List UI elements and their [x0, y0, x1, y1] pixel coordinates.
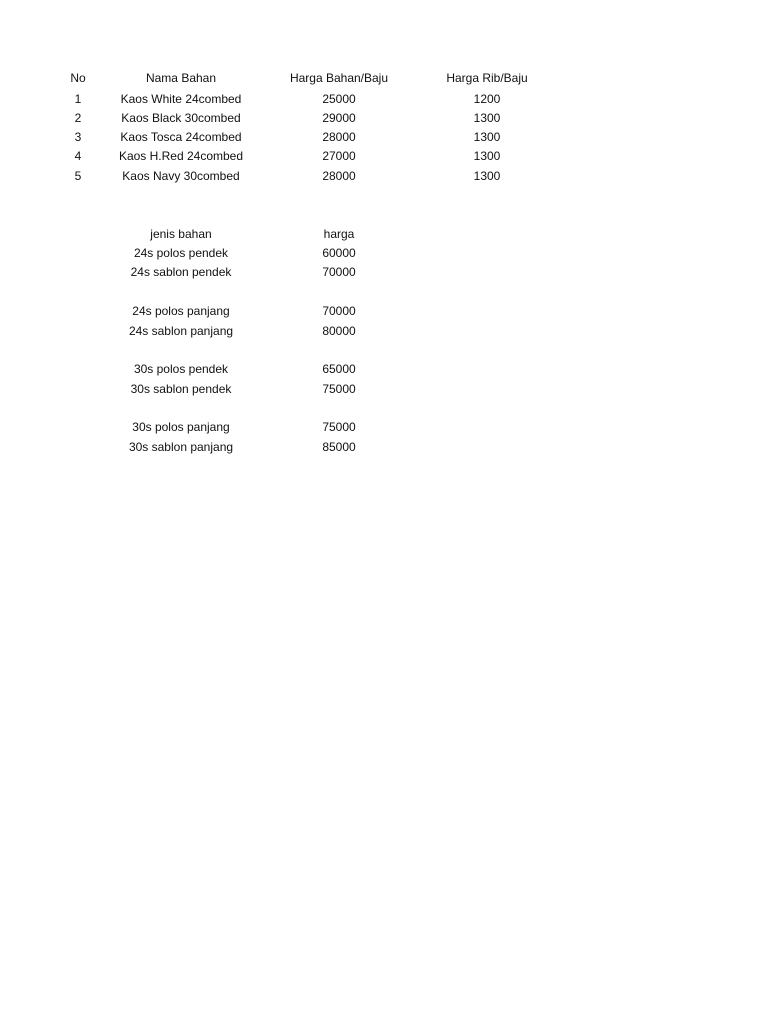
- table-row-jenis-bahan: 24s polos pendek: [133, 246, 229, 260]
- table-row-harga: 75000: [322, 420, 356, 434]
- table-row-harga: 70000: [322, 265, 356, 279]
- table-row-nama-bahan: Kaos Tosca 24combed: [120, 130, 242, 144]
- table-row-harga-rib: 1300: [473, 169, 501, 183]
- table-row-jenis-bahan: 24s sablon pendek: [130, 265, 232, 279]
- table-row-harga-rib: 1200: [473, 92, 501, 106]
- table-row-nama-bahan: Kaos H.Red 24combed: [118, 149, 244, 163]
- header-harga: harga: [323, 227, 355, 241]
- table-row-harga: 85000: [322, 440, 356, 454]
- table-row-harga: 65000: [322, 362, 356, 376]
- table-row-harga: 70000: [322, 304, 356, 318]
- table-row-harga: 80000: [322, 324, 356, 338]
- table-row-harga: 60000: [322, 246, 356, 260]
- table-row-jenis-bahan: 24s sablon panjang: [128, 324, 234, 338]
- table-row-jenis-bahan: 24s polos panjang: [132, 304, 230, 318]
- table-row-harga-rib: 1300: [473, 130, 501, 144]
- header-nama-bahan: Nama Bahan: [145, 71, 217, 85]
- table-row-jenis-bahan: 30s sablon pendek: [130, 382, 232, 396]
- table-row-harga-rib: 1300: [473, 111, 501, 125]
- table-row-nama-bahan: Kaos White 24combed: [120, 92, 242, 106]
- table-row-no: 5: [74, 169, 82, 183]
- table-row-jenis-bahan: 30s sablon panjang: [128, 440, 234, 454]
- table-row-harga-bahan: 27000: [322, 149, 356, 163]
- table-row-jenis-bahan: 30s polos panjang: [132, 420, 230, 434]
- header-no: No: [70, 71, 86, 85]
- table-row-harga-rib: 1300: [473, 149, 501, 163]
- table-row-harga-bahan: 25000: [322, 92, 356, 106]
- header-harga-bahan: Harga Bahan/Baju: [289, 71, 389, 85]
- table-row-no: 3: [74, 130, 82, 144]
- table-row-no: 2: [74, 111, 82, 125]
- table-row-harga-bahan: 28000: [322, 130, 356, 144]
- table-row-harga-bahan: 28000: [322, 169, 356, 183]
- table-row-harga-bahan: 29000: [322, 111, 356, 125]
- table-row-harga: 75000: [322, 382, 356, 396]
- header-harga-rib: Harga Rib/Baju: [446, 71, 528, 85]
- table-row-jenis-bahan: 30s polos pendek: [133, 362, 229, 376]
- table-row-no: 4: [74, 149, 82, 163]
- header-jenis-bahan: jenis bahan: [150, 227, 212, 241]
- table-row-no: 1: [74, 92, 82, 106]
- table-row-nama-bahan: Kaos Black 30combed: [121, 111, 241, 125]
- table-row-nama-bahan: Kaos Navy 30combed: [122, 169, 240, 183]
